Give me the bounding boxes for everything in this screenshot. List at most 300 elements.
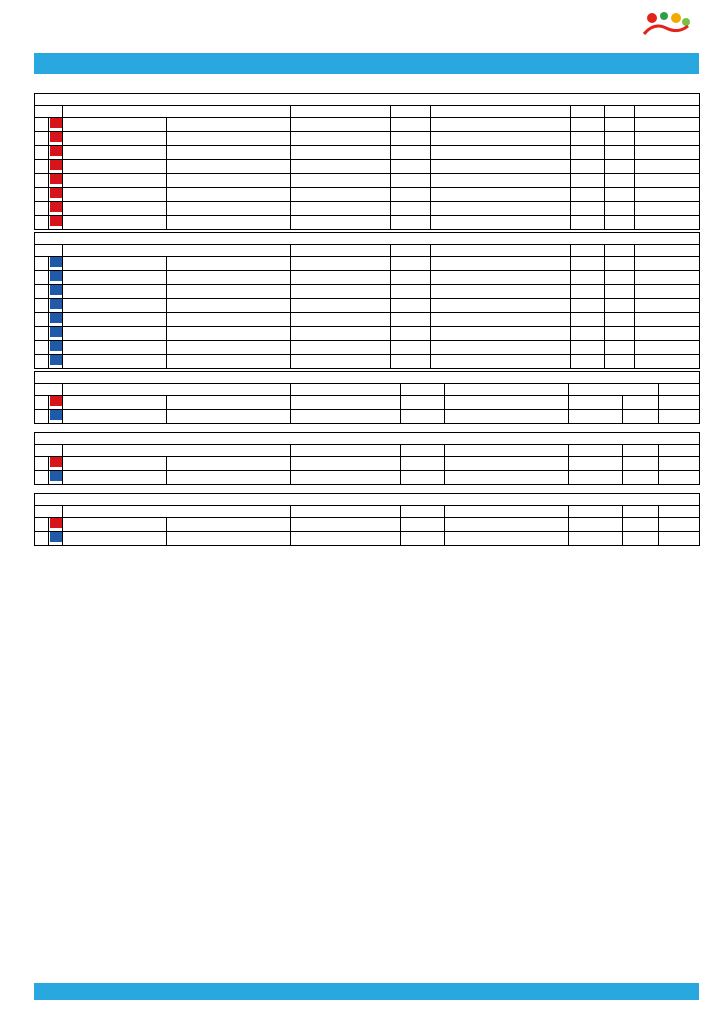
player-kana (167, 216, 291, 230)
table-row (35, 285, 700, 299)
prefecture (401, 396, 445, 410)
score (571, 202, 605, 216)
belt-color-cell (49, 471, 63, 485)
school-name (291, 160, 391, 174)
player-kana (167, 299, 291, 313)
belt-color-cell (49, 341, 63, 355)
belt-color-badge (50, 327, 62, 337)
score (569, 518, 623, 532)
order-number (35, 257, 49, 271)
belt-color-cell (49, 146, 63, 160)
belt-color-badge (50, 396, 62, 406)
header-player (63, 445, 291, 457)
table-caption (35, 372, 700, 384)
header-score (571, 106, 605, 118)
belt-color-cell (49, 174, 63, 188)
rank (605, 313, 635, 327)
header-player (63, 106, 291, 118)
belt-color-cell (49, 118, 63, 132)
table-row (35, 202, 700, 216)
belt-color-badge (50, 132, 62, 142)
kata-name (445, 518, 569, 532)
kata-name (431, 202, 571, 216)
kata-name (431, 216, 571, 230)
advance-star-icon (635, 299, 700, 313)
rank (605, 355, 635, 369)
table-row (35, 457, 700, 471)
table-row (35, 313, 700, 327)
player-name (63, 299, 167, 313)
result-mark (659, 396, 700, 410)
table-row (35, 341, 700, 355)
table-row (35, 471, 700, 485)
player-kana (167, 257, 291, 271)
section-banner (34, 53, 699, 74)
kata-name (431, 188, 571, 202)
table-row (35, 132, 700, 146)
header-kata (431, 245, 571, 257)
empty-cell (623, 457, 659, 471)
player-kana (167, 355, 291, 369)
order-number (35, 216, 49, 230)
school-name (291, 457, 401, 471)
school-name (291, 410, 401, 424)
school-name (291, 532, 401, 546)
table-row (35, 188, 700, 202)
rank (605, 257, 635, 271)
kata-name (431, 132, 571, 146)
kata-name (431, 160, 571, 174)
prefecture (401, 518, 445, 532)
player-name (63, 285, 167, 299)
belt-color-cell (49, 518, 63, 532)
order-number (35, 313, 49, 327)
school-name (291, 313, 391, 327)
table-row (35, 327, 700, 341)
kata-name (445, 532, 569, 546)
prefecture (391, 327, 431, 341)
kata-name (431, 355, 571, 369)
table-caption (35, 94, 700, 106)
kata-name (431, 313, 571, 327)
header-player (63, 506, 291, 518)
prefecture (391, 160, 431, 174)
player-kana (167, 118, 291, 132)
table-row (35, 355, 700, 369)
advance-star-icon (635, 118, 700, 132)
score (569, 410, 623, 424)
table-row (35, 216, 700, 230)
advance-star-icon (635, 285, 700, 299)
header-school (291, 445, 401, 457)
belt-color-badge (50, 202, 62, 212)
prefecture (401, 457, 445, 471)
belt-color-badge (50, 457, 62, 467)
kata-name (445, 410, 569, 424)
header-prefecture (401, 445, 445, 457)
prefecture (391, 299, 431, 313)
prefecture (391, 118, 431, 132)
school-name (291, 341, 391, 355)
order-number (35, 174, 49, 188)
belt-color-badge (50, 118, 62, 128)
belt-color-cell (49, 285, 63, 299)
player-name (63, 341, 167, 355)
school-name (291, 271, 391, 285)
header-prefecture (401, 506, 445, 518)
header-score (571, 245, 605, 257)
belt-color-cell (49, 202, 63, 216)
header-score (569, 506, 623, 518)
kata-name (431, 257, 571, 271)
score (571, 257, 605, 271)
player-kana (167, 313, 291, 327)
prefecture (391, 132, 431, 146)
order-number (35, 271, 49, 285)
table-row (35, 146, 700, 160)
header-score (569, 445, 623, 457)
header-rank (605, 106, 635, 118)
score (571, 174, 605, 188)
belt-color-badge (50, 299, 62, 309)
prefecture (391, 285, 431, 299)
result-mark (659, 532, 700, 546)
player-kana (167, 174, 291, 188)
advance-star-icon (635, 160, 700, 174)
score (571, 285, 605, 299)
player-name (63, 457, 167, 471)
prefecture (391, 216, 431, 230)
result-mark (659, 518, 700, 532)
player-name (63, 532, 167, 546)
table-row (35, 174, 700, 188)
score (571, 327, 605, 341)
empty-cell (623, 471, 659, 485)
table-row (35, 396, 700, 410)
score (571, 188, 605, 202)
result-mark (659, 410, 700, 424)
prefecture (391, 355, 431, 369)
score (571, 355, 605, 369)
order-number (35, 457, 49, 471)
prefecture (391, 257, 431, 271)
header-school (291, 106, 391, 118)
belt-color-badge (50, 216, 62, 226)
rank (605, 271, 635, 285)
player-name (63, 518, 167, 532)
belt-color-cell (49, 355, 63, 369)
empty-cell (623, 396, 659, 410)
kata-name (431, 174, 571, 188)
player-name (63, 160, 167, 174)
player-kana (167, 160, 291, 174)
rank (605, 216, 635, 230)
score (571, 313, 605, 327)
player-name (63, 313, 167, 327)
belt-color-cell (49, 188, 63, 202)
footer-bar (34, 983, 699, 1000)
advance-star-icon (635, 174, 700, 188)
legend-note (36, 79, 52, 88)
kata-name (431, 299, 571, 313)
advance-star-icon (635, 313, 700, 327)
belt-color-badge (50, 146, 62, 156)
belt-color-cell (49, 532, 63, 546)
header-blank (35, 384, 63, 396)
school-name (291, 396, 401, 410)
rank (605, 341, 635, 355)
header-kata (445, 384, 569, 396)
score (569, 396, 623, 410)
belt-color-badge (50, 313, 62, 323)
school-name (291, 146, 391, 160)
score (571, 132, 605, 146)
player-kana (167, 146, 291, 160)
belt-color-badge (50, 257, 62, 267)
kata-name (445, 471, 569, 485)
header-kata (445, 506, 569, 518)
belt-color-badge (50, 532, 62, 542)
player-kana (167, 410, 291, 424)
header-mark (635, 245, 700, 257)
order-number (35, 188, 49, 202)
score (569, 471, 623, 485)
score (571, 160, 605, 174)
belt-color-cell (49, 327, 63, 341)
school-name (291, 257, 391, 271)
belt-color-badge (50, 285, 62, 295)
player-name (63, 132, 167, 146)
player-kana (167, 532, 291, 546)
player-name (63, 471, 167, 485)
player-name (63, 146, 167, 160)
table-row (35, 410, 700, 424)
header-score (569, 384, 659, 396)
empty-cell (623, 518, 659, 532)
empty-cell (623, 410, 659, 424)
belt-color-cell (49, 160, 63, 174)
final-match-table (34, 493, 700, 546)
prefecture (391, 341, 431, 355)
prefecture (391, 188, 431, 202)
belt-color-badge (50, 188, 62, 198)
prefecture (391, 313, 431, 327)
third-place-match1-table (34, 371, 700, 424)
player-kana (167, 327, 291, 341)
prefecture (391, 146, 431, 160)
belt-color-badge (50, 341, 62, 351)
semifinal-g2-table (34, 232, 700, 369)
school-name (291, 285, 391, 299)
school-name (291, 216, 391, 230)
rank (605, 118, 635, 132)
prefecture (391, 202, 431, 216)
school-name (291, 518, 401, 532)
player-name (63, 216, 167, 230)
header-kata (445, 445, 569, 457)
player-name (63, 188, 167, 202)
header-rank (605, 245, 635, 257)
rank (605, 174, 635, 188)
score (569, 457, 623, 471)
table-caption (35, 494, 700, 506)
jkf-mascot-logo (640, 8, 692, 50)
order-number (35, 471, 49, 485)
header-rank (623, 506, 659, 518)
advance-star-icon (635, 216, 700, 230)
player-name (63, 174, 167, 188)
header-school (291, 384, 401, 396)
header-blank (35, 506, 63, 518)
kata-name (431, 341, 571, 355)
header-blank (35, 106, 63, 118)
score (571, 216, 605, 230)
advance-star-icon (635, 271, 700, 285)
kata-name (431, 146, 571, 160)
table-caption (35, 233, 700, 245)
order-number (35, 518, 49, 532)
result-mark (659, 471, 700, 485)
belt-color-badge (50, 518, 62, 528)
header-mark (635, 106, 700, 118)
header-player (63, 384, 291, 396)
school-name (291, 471, 401, 485)
score (571, 341, 605, 355)
header-mark (659, 506, 700, 518)
header-school (291, 506, 401, 518)
order-number (35, 202, 49, 216)
prefecture (401, 471, 445, 485)
belt-color-cell (49, 396, 63, 410)
advance-star-icon (635, 202, 700, 216)
header-prefecture (391, 106, 431, 118)
belt-color-badge (50, 174, 62, 184)
belt-color-cell (49, 271, 63, 285)
order-number (35, 160, 49, 174)
player-name (63, 202, 167, 216)
header-rank (623, 445, 659, 457)
prefecture (391, 174, 431, 188)
header-blank (35, 245, 63, 257)
player-name (63, 355, 167, 369)
player-kana (167, 471, 291, 485)
prefecture (401, 410, 445, 424)
player-kana (167, 396, 291, 410)
table-row (35, 299, 700, 313)
header-kata (431, 106, 571, 118)
player-kana (167, 457, 291, 471)
belt-color-cell (49, 132, 63, 146)
player-kana (167, 518, 291, 532)
school-name (291, 174, 391, 188)
school-name (291, 355, 391, 369)
table-row (35, 532, 700, 546)
order-number (35, 341, 49, 355)
belt-color-cell (49, 257, 63, 271)
table-row (35, 257, 700, 271)
score (571, 271, 605, 285)
belt-color-badge (50, 471, 62, 481)
score (569, 532, 623, 546)
order-number (35, 132, 49, 146)
belt-color-cell (49, 313, 63, 327)
jkf-logo (34, 12, 112, 42)
score (571, 299, 605, 313)
kata-name (431, 327, 571, 341)
school-name (291, 327, 391, 341)
advance-star-icon (635, 132, 700, 146)
table-row (35, 160, 700, 174)
player-name (63, 410, 167, 424)
kata-name (431, 285, 571, 299)
table-caption (35, 433, 700, 445)
player-name (63, 118, 167, 132)
school-name (291, 299, 391, 313)
kata-name (445, 396, 569, 410)
player-kana (167, 341, 291, 355)
prefecture (391, 271, 431, 285)
table-row (35, 118, 700, 132)
rank (605, 160, 635, 174)
empty-cell (623, 532, 659, 546)
header-rank (659, 384, 700, 396)
kata-name (431, 118, 571, 132)
belt-color-cell (49, 216, 63, 230)
table-row (35, 271, 700, 285)
belt-color-cell (49, 457, 63, 471)
order-number (35, 118, 49, 132)
score (571, 118, 605, 132)
school-name (291, 188, 391, 202)
prefecture (401, 532, 445, 546)
header-blank (35, 445, 63, 457)
advance-star-icon (635, 327, 700, 341)
rank (605, 202, 635, 216)
belt-color-badge (50, 160, 62, 170)
rank (605, 146, 635, 160)
order-number (35, 410, 49, 424)
rank (605, 327, 635, 341)
player-kana (167, 188, 291, 202)
order-number (35, 327, 49, 341)
order-number (35, 355, 49, 369)
advance-star-icon (635, 188, 700, 202)
belt-color-cell (49, 410, 63, 424)
semifinal-g1-table (34, 93, 700, 230)
third-place-match2-table (34, 432, 700, 485)
belt-color-badge (50, 355, 62, 365)
school-name (291, 118, 391, 132)
advance-star-icon (635, 146, 700, 160)
player-name (63, 396, 167, 410)
result-mark (659, 457, 700, 471)
belt-color-badge (50, 271, 62, 281)
order-number (35, 285, 49, 299)
rank (605, 285, 635, 299)
player-name (63, 327, 167, 341)
player-kana (167, 285, 291, 299)
advance-star-icon (635, 257, 700, 271)
advance-star-icon (635, 355, 700, 369)
belt-color-cell (49, 299, 63, 313)
header-mark (659, 445, 700, 457)
header-prefecture (401, 384, 445, 396)
player-name (63, 257, 167, 271)
score (571, 146, 605, 160)
player-kana (167, 132, 291, 146)
player-name (63, 271, 167, 285)
header-school (291, 245, 391, 257)
